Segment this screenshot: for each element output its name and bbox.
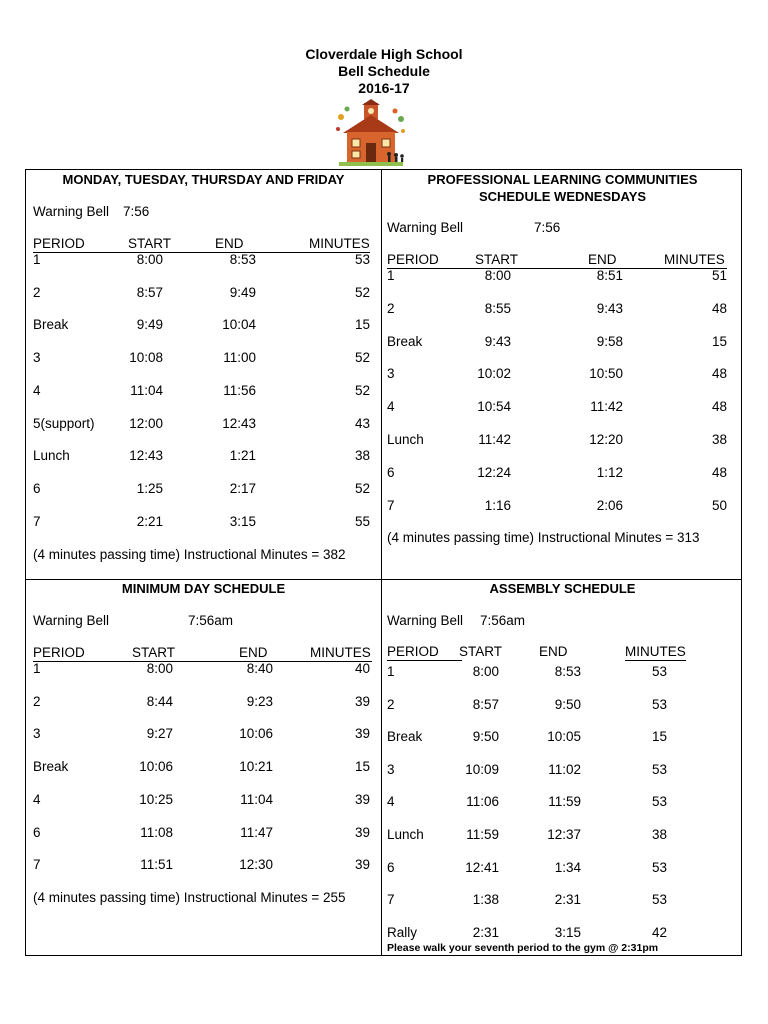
- table-row: [387, 729, 727, 745]
- table-row: [387, 925, 727, 941]
- table-row: [33, 383, 373, 399]
- cell-start: 8:00: [472, 664, 499, 679]
- cell-start: 12:43: [129, 448, 163, 464]
- cell-end: 1:21: [229, 448, 256, 464]
- cell-period: 4: [33, 382, 41, 398]
- cell-minutes: 38: [651, 827, 667, 842]
- cell-period: 6: [387, 859, 395, 875]
- cell-start: 10:06: [139, 759, 173, 775]
- table-row: [33, 285, 373, 301]
- cell-minutes: 48: [711, 300, 727, 316]
- cell-period: 1: [387, 268, 395, 283]
- cell-start: 8:55: [484, 300, 511, 316]
- cell-period: 3: [387, 366, 395, 382]
- cell-start: 8:00: [136, 252, 163, 267]
- cell-end: 2:17: [229, 480, 256, 496]
- cell-end: 8:51: [596, 268, 623, 283]
- cell-period: 5(support): [33, 415, 95, 431]
- cell-start: 8:44: [146, 693, 173, 709]
- cell-start: 1:16: [484, 497, 511, 513]
- table-row: [33, 825, 373, 841]
- cell-start: 1:38: [472, 892, 499, 908]
- table-row: [33, 792, 373, 808]
- cell-period: 7: [387, 497, 395, 513]
- cell-period: 6: [387, 464, 395, 480]
- column-period: PERIOD: [387, 644, 439, 659]
- cell-minutes: 15: [651, 729, 667, 745]
- plc-warning-label: Warning Bell: [387, 220, 464, 235]
- regular-footer: (4 minutes passing time) Instructional Minutes = 382: [33, 547, 346, 562]
- assembly-column-header-rest: [459, 644, 688, 660]
- table-row: [33, 857, 373, 873]
- cell-period: Break: [387, 729, 423, 745]
- cell-start: 8:00: [484, 268, 511, 283]
- cell-start: 2:21: [136, 513, 163, 529]
- cell-start: 11:42: [478, 432, 511, 447]
- cell-minutes: 53: [651, 696, 667, 712]
- table-row: [387, 697, 727, 713]
- minimum-column-header: [33, 645, 372, 662]
- cell-minutes: 52: [354, 480, 370, 496]
- cell-end: 9:23: [246, 693, 273, 709]
- cell-period: 7: [33, 513, 41, 529]
- plc-title-line1: PROFESSIONAL LEARNING COMMUNITIES: [427, 172, 698, 187]
- cell-minutes: 53: [651, 664, 667, 679]
- column-start: START: [475, 252, 519, 267]
- table-row: [387, 860, 727, 876]
- table-row: [33, 416, 373, 432]
- cell-period: 2: [33, 693, 41, 709]
- cell-end: 11:59: [548, 794, 581, 810]
- cell-start: 9:50: [472, 729, 499, 745]
- cell-minutes: 39: [354, 791, 370, 807]
- cell-period: 7: [33, 857, 41, 873]
- minimum-warning-label: Warning Bell: [33, 613, 110, 628]
- plc-column-header: [387, 252, 727, 269]
- cell-minutes: 15: [711, 333, 727, 349]
- cell-end: 10:04: [222, 317, 256, 333]
- cell-period: Break: [33, 759, 69, 775]
- table-row: [387, 465, 727, 481]
- cell-period: 3: [33, 350, 41, 366]
- cell-start: 11:06: [466, 794, 499, 810]
- cell-start: 11:04: [130, 382, 163, 398]
- column-minutes: MINUTES: [309, 236, 370, 251]
- cell-start: 11:59: [466, 827, 499, 842]
- cell-period: Break: [387, 333, 423, 349]
- cell-end: 9:43: [596, 300, 623, 316]
- cell-period: 2: [33, 284, 41, 300]
- cell-end: 10:50: [589, 366, 623, 382]
- cell-minutes: 39: [354, 824, 370, 840]
- table-row: [33, 350, 373, 366]
- plc-warning-time: 7:56: [534, 220, 561, 235]
- cell-end: 12:43: [222, 415, 256, 431]
- assembly-column-header: [387, 644, 462, 661]
- cell-minutes: 48: [711, 399, 727, 415]
- cell-end: 9:49: [229, 284, 256, 300]
- cell-end: 8:40: [246, 661, 273, 676]
- cell-end: 10:21: [239, 759, 273, 775]
- assembly-warning-label: Warning Bell: [387, 613, 464, 628]
- table-row: [33, 759, 373, 775]
- cell-end: 9:58: [596, 333, 623, 349]
- cell-start: 9:49: [136, 317, 163, 333]
- schedule-grid: [25, 169, 742, 956]
- table-row: [387, 334, 727, 350]
- table-row: [33, 694, 373, 710]
- table-row: [33, 317, 373, 333]
- cell-end: 12:30: [239, 857, 273, 873]
- cell-minutes: 40: [354, 661, 370, 676]
- regular-warning-label: Warning Bell: [33, 204, 110, 219]
- cell-end: 11:02: [548, 761, 581, 777]
- cell-start: 10:08: [129, 350, 163, 366]
- cell-start: 12:24: [477, 464, 511, 480]
- cell-period: 2: [387, 300, 395, 316]
- plc-footer: (4 minutes passing time) Instructional Minutes = 313: [387, 530, 700, 545]
- cell-minutes: 52: [354, 284, 370, 300]
- column-start: START: [132, 645, 176, 660]
- document-title: Bell Schedule: [338, 63, 430, 79]
- column-minutes: MINUTES: [625, 644, 686, 659]
- cell-minutes: 39: [354, 857, 370, 873]
- table-row: [387, 827, 727, 843]
- cell-minutes: 38: [711, 432, 727, 447]
- minimum-warning-time: 7:56am: [188, 613, 234, 628]
- minimum-schedule-title: MINIMUM DAY SCHEDULE: [121, 581, 286, 596]
- cell-end: 10:06: [239, 726, 273, 742]
- regular-schedule-title: MONDAY, TUESDAY, THURSDAY AND FRIDAY: [62, 172, 345, 187]
- cell-minutes: 15: [354, 317, 370, 333]
- cell-minutes: 38: [354, 448, 370, 464]
- cell-period: 4: [387, 794, 395, 810]
- cell-end: 12:37: [547, 827, 581, 842]
- cell-start: 11:08: [140, 824, 173, 840]
- cell-period: 1: [33, 661, 41, 676]
- school-name: Cloverdale High School: [305, 46, 463, 62]
- plc-title-line2: SCHEDULE WEDNESDAYS: [478, 189, 647, 204]
- cell-period: 6: [33, 824, 41, 840]
- schoolhouse-icon: [333, 99, 409, 169]
- cell-minutes: 15: [354, 759, 370, 775]
- cell-end: 3:15: [554, 924, 581, 940]
- cell-end: 2:31: [554, 892, 581, 908]
- cell-minutes: 51: [711, 268, 727, 283]
- cell-end: 11:56: [223, 382, 256, 398]
- table-row: [33, 252, 373, 268]
- column-end: END: [215, 236, 244, 251]
- table-row: [33, 514, 373, 530]
- cell-start: 10:54: [477, 399, 511, 415]
- cell-end: 11:42: [590, 399, 623, 415]
- cell-minutes: 39: [354, 726, 370, 742]
- cell-end: 3:15: [229, 513, 256, 529]
- cell-start: 12:00: [129, 415, 163, 431]
- cell-end: 11:04: [240, 791, 273, 807]
- cell-minutes: 53: [354, 252, 370, 267]
- cell-minutes: 48: [711, 366, 727, 382]
- cell-minutes: 53: [651, 859, 667, 875]
- cell-period: Lunch: [387, 827, 424, 842]
- cell-start: 2:31: [472, 924, 499, 940]
- cell-minutes: 55: [354, 513, 370, 529]
- regular-column-header: [33, 236, 370, 253]
- cell-period: 4: [33, 791, 41, 807]
- table-row: [387, 301, 727, 317]
- cell-minutes: 52: [354, 382, 370, 398]
- table-row: [387, 366, 727, 382]
- column-minutes: MINUTES: [310, 645, 371, 660]
- minimum-footer: (4 minutes passing time) Instructional Minutes = 255: [33, 890, 346, 905]
- column-period: PERIOD: [33, 236, 85, 251]
- column-start: START: [128, 236, 172, 251]
- cell-end: 11:00: [223, 350, 256, 366]
- cell-period: Break: [33, 317, 69, 333]
- cell-period: Lunch: [387, 432, 424, 447]
- cell-minutes: 42: [651, 924, 667, 940]
- cell-end: 8:53: [554, 664, 581, 679]
- cell-period: 1: [33, 252, 41, 267]
- cell-minutes: 43: [354, 415, 370, 431]
- grid-divider-vertical: [381, 170, 382, 955]
- cell-start: 8:57: [472, 696, 499, 712]
- cell-end: 2:06: [596, 497, 623, 513]
- column-minutes: MINUTES: [664, 252, 725, 267]
- cell-start: 1:25: [136, 480, 163, 496]
- table-row: [33, 481, 373, 497]
- regular-warning-time: 7:56: [123, 204, 150, 219]
- cell-start: 8:00: [146, 661, 173, 676]
- assembly-note: Please walk your seventh period to the gym @ 2:31pm: [387, 942, 659, 954]
- column-start: START: [459, 644, 503, 659]
- column-end: END: [539, 644, 568, 659]
- cell-start: 10:02: [477, 366, 511, 382]
- assembly-warning-time: 7:56am: [480, 613, 526, 628]
- cell-minutes: 52: [354, 350, 370, 366]
- cell-period: 1: [387, 664, 395, 679]
- table-row: [387, 892, 727, 908]
- cell-start: 10:25: [139, 791, 173, 807]
- table-row: [387, 664, 727, 680]
- cell-period: 2: [387, 696, 395, 712]
- cell-minutes: 48: [711, 464, 727, 480]
- cell-period: 6: [33, 480, 41, 496]
- cell-start: 11:51: [140, 857, 173, 873]
- cell-end: 12:20: [589, 432, 623, 447]
- cell-period: Rally: [387, 924, 418, 940]
- cell-end: 10:05: [547, 729, 581, 745]
- cell-period: 4: [387, 399, 395, 415]
- table-row: [387, 399, 727, 415]
- cell-minutes: 50: [711, 497, 727, 513]
- cell-start: 9:43: [484, 333, 511, 349]
- table-row: [387, 794, 727, 810]
- cell-end: 1:12: [596, 464, 623, 480]
- cell-end: 9:50: [554, 696, 581, 712]
- column-end: END: [239, 645, 268, 660]
- cell-minutes: 53: [651, 794, 667, 810]
- document-header: [0, 46, 768, 97]
- cell-start: 12:41: [465, 859, 499, 875]
- cell-end: 8:53: [229, 252, 256, 267]
- column-end: END: [588, 252, 617, 267]
- cell-period: 3: [33, 726, 41, 742]
- cell-end: 1:34: [554, 859, 581, 875]
- plc-schedule-title: [382, 171, 743, 205]
- school-year: 2016-17: [358, 80, 410, 96]
- table-row: [33, 448, 373, 464]
- cell-minutes: 39: [354, 693, 370, 709]
- table-row: [387, 432, 727, 448]
- cell-start: 9:27: [146, 726, 173, 742]
- cell-period: Lunch: [33, 448, 70, 464]
- cell-period: 3: [387, 761, 395, 777]
- cell-end: 11:47: [240, 824, 273, 840]
- table-row: [33, 726, 373, 742]
- table-row: [387, 268, 727, 284]
- table-row: [33, 661, 373, 677]
- cell-minutes: 53: [651, 761, 667, 777]
- column-period: PERIOD: [387, 252, 439, 267]
- assembly-schedule-title: ASSEMBLY SCHEDULE: [489, 581, 636, 596]
- cell-minutes: 53: [651, 892, 667, 908]
- table-row: [387, 498, 727, 514]
- cell-start: 10:09: [465, 761, 499, 777]
- table-row: [387, 762, 727, 778]
- cell-start: 8:57: [136, 284, 163, 300]
- cell-period: 7: [387, 892, 395, 908]
- column-period: PERIOD: [33, 645, 85, 660]
